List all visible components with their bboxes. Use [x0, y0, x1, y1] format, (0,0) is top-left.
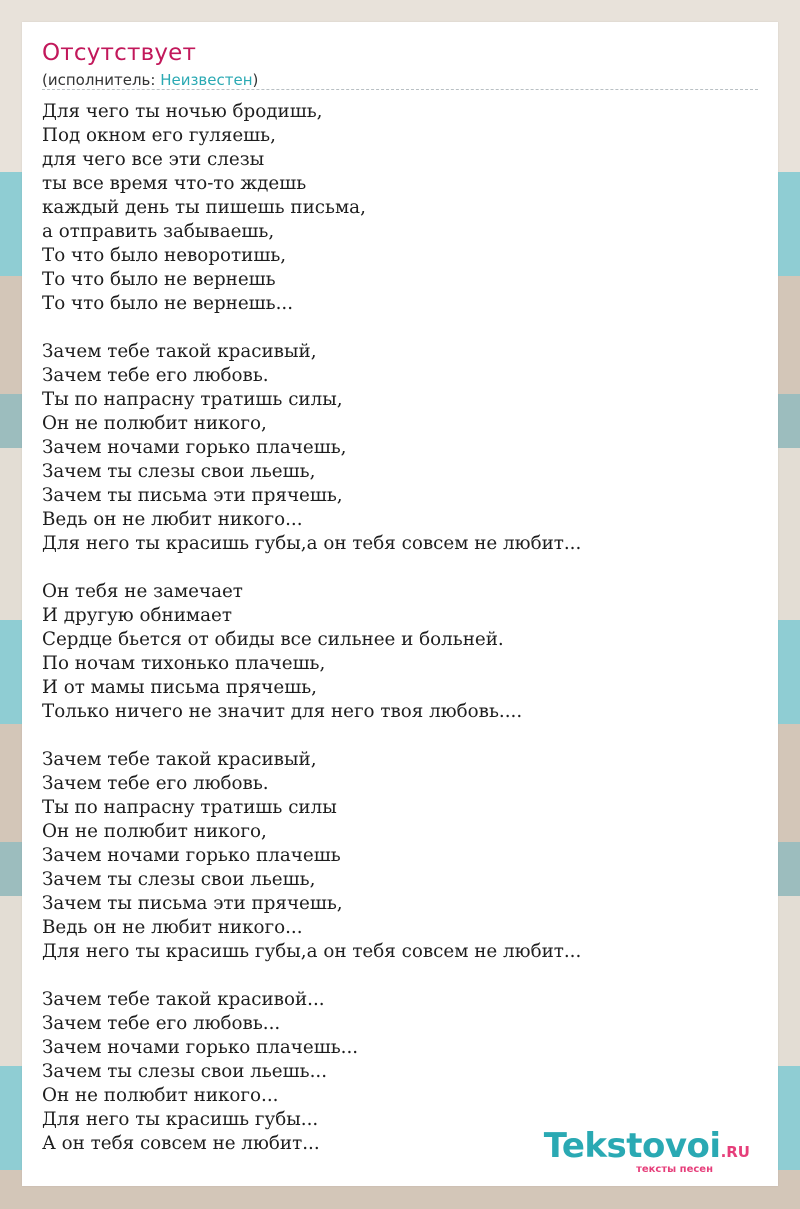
artist-prefix: (исполнитель: [42, 71, 161, 89]
lyrics-line: Под окном его гуляешь, [42, 125, 276, 146]
lyrics-line: Зачем тебе его любовь... [42, 1013, 281, 1034]
lyrics-line: То что было не вернешь [42, 269, 276, 290]
song-title: Отсутствует [42, 40, 197, 66]
artist-link[interactable]: Неизвестен [160, 71, 253, 89]
lyrics-line: Для него ты красишь губы,а он тебя совсем не любит... [42, 941, 582, 962]
lyrics-line: Зачем ночами горько плачешь... [42, 1037, 359, 1058]
lyrics-line: для чего все эти слезы [42, 149, 265, 170]
lyrics-line: То что было неворотишь, [42, 245, 287, 266]
lyrics-line: Зачем тебе такой красивый, [42, 341, 317, 362]
logo-wordmark: Tekstovoi [543, 1126, 721, 1166]
lyrics-line: Зачем ты слезы свои льешь... [42, 1061, 328, 1082]
lyrics-line: Сердце бьется от обиды все сильнее и больней. [42, 629, 504, 650]
lyrics-stanza [42, 580, 762, 724]
lyrics-line: Ты по напрасну тратишь силы, [42, 389, 343, 410]
lyrics-line: Зачем ты слезы свои льешь, [42, 869, 316, 890]
lyrics-line: По ночам тихонько плачешь, [42, 653, 326, 674]
lyrics-line: Для него ты красишь губы... [42, 1109, 319, 1130]
lyrics-line: Зачем ночами горько плачешь [42, 845, 341, 866]
lyrics-stanza [42, 340, 762, 556]
lyrics-line: И от мамы письма прячешь, [42, 677, 317, 698]
lyrics-line: Ты по напрасну тратишь силы [42, 797, 337, 818]
lyrics-line: ты все время что-то ждешь [42, 173, 307, 194]
lyrics-line: Для него ты красишь губы,а он тебя совсем не любит... [42, 533, 582, 554]
lyrics-line: Зачем ты письма эти прячешь, [42, 893, 343, 914]
lyrics-line: Ведь он не любит никого... [42, 509, 303, 530]
lyrics-stanza [42, 748, 762, 964]
lyrics-text [42, 100, 762, 1180]
lyrics-line: Зачем ты письма эти прячешь, [42, 485, 343, 506]
lyrics-line: Зачем ты слезы свои льешь, [42, 461, 316, 482]
lyrics-line: Для чего ты ночью бродишь, [42, 101, 323, 122]
lyrics-line: А он тебя совсем не любит... [42, 1133, 320, 1154]
logo-tld: .RU [720, 1143, 750, 1161]
artist-line [42, 71, 258, 89]
lyrics-line: каждый день ты пишешь письма, [42, 197, 366, 218]
lyrics-stanza [42, 100, 762, 316]
site-logo[interactable] [543, 1126, 750, 1175]
lyrics-line: Он не полюбит никого, [42, 821, 267, 842]
artist-suffix: ) [252, 71, 259, 89]
lyrics-line: То что было не вернешь... [42, 293, 294, 314]
lyrics-line: Зачем ночами горько плачешь, [42, 437, 347, 458]
lyrics-line: Зачем тебе его любовь. [42, 773, 269, 794]
lyrics-line: Только ничего не значит для него твоя любовь.... [42, 701, 523, 722]
lyrics-line: Зачем тебе его любовь. [42, 365, 269, 386]
lyrics-line: Он тебя не замечает [42, 581, 243, 602]
lyrics-card [22, 22, 778, 1186]
lyrics-line: И другую обнимает [42, 605, 232, 626]
lyrics-line: а отправить забываешь, [42, 221, 275, 242]
lyrics-line: Ведь он не любит никого... [42, 917, 303, 938]
lyrics-line: Зачем тебе такой красивой... [42, 989, 325, 1010]
lyrics-line: Он не полюбит никого, [42, 413, 267, 434]
lyrics-line: Он не полюбит никого... [42, 1085, 279, 1106]
divider [42, 89, 758, 90]
logo-subtitle: тексты песен [636, 1164, 713, 1175]
lyrics-line: Зачем тебе такой красивый, [42, 749, 317, 770]
